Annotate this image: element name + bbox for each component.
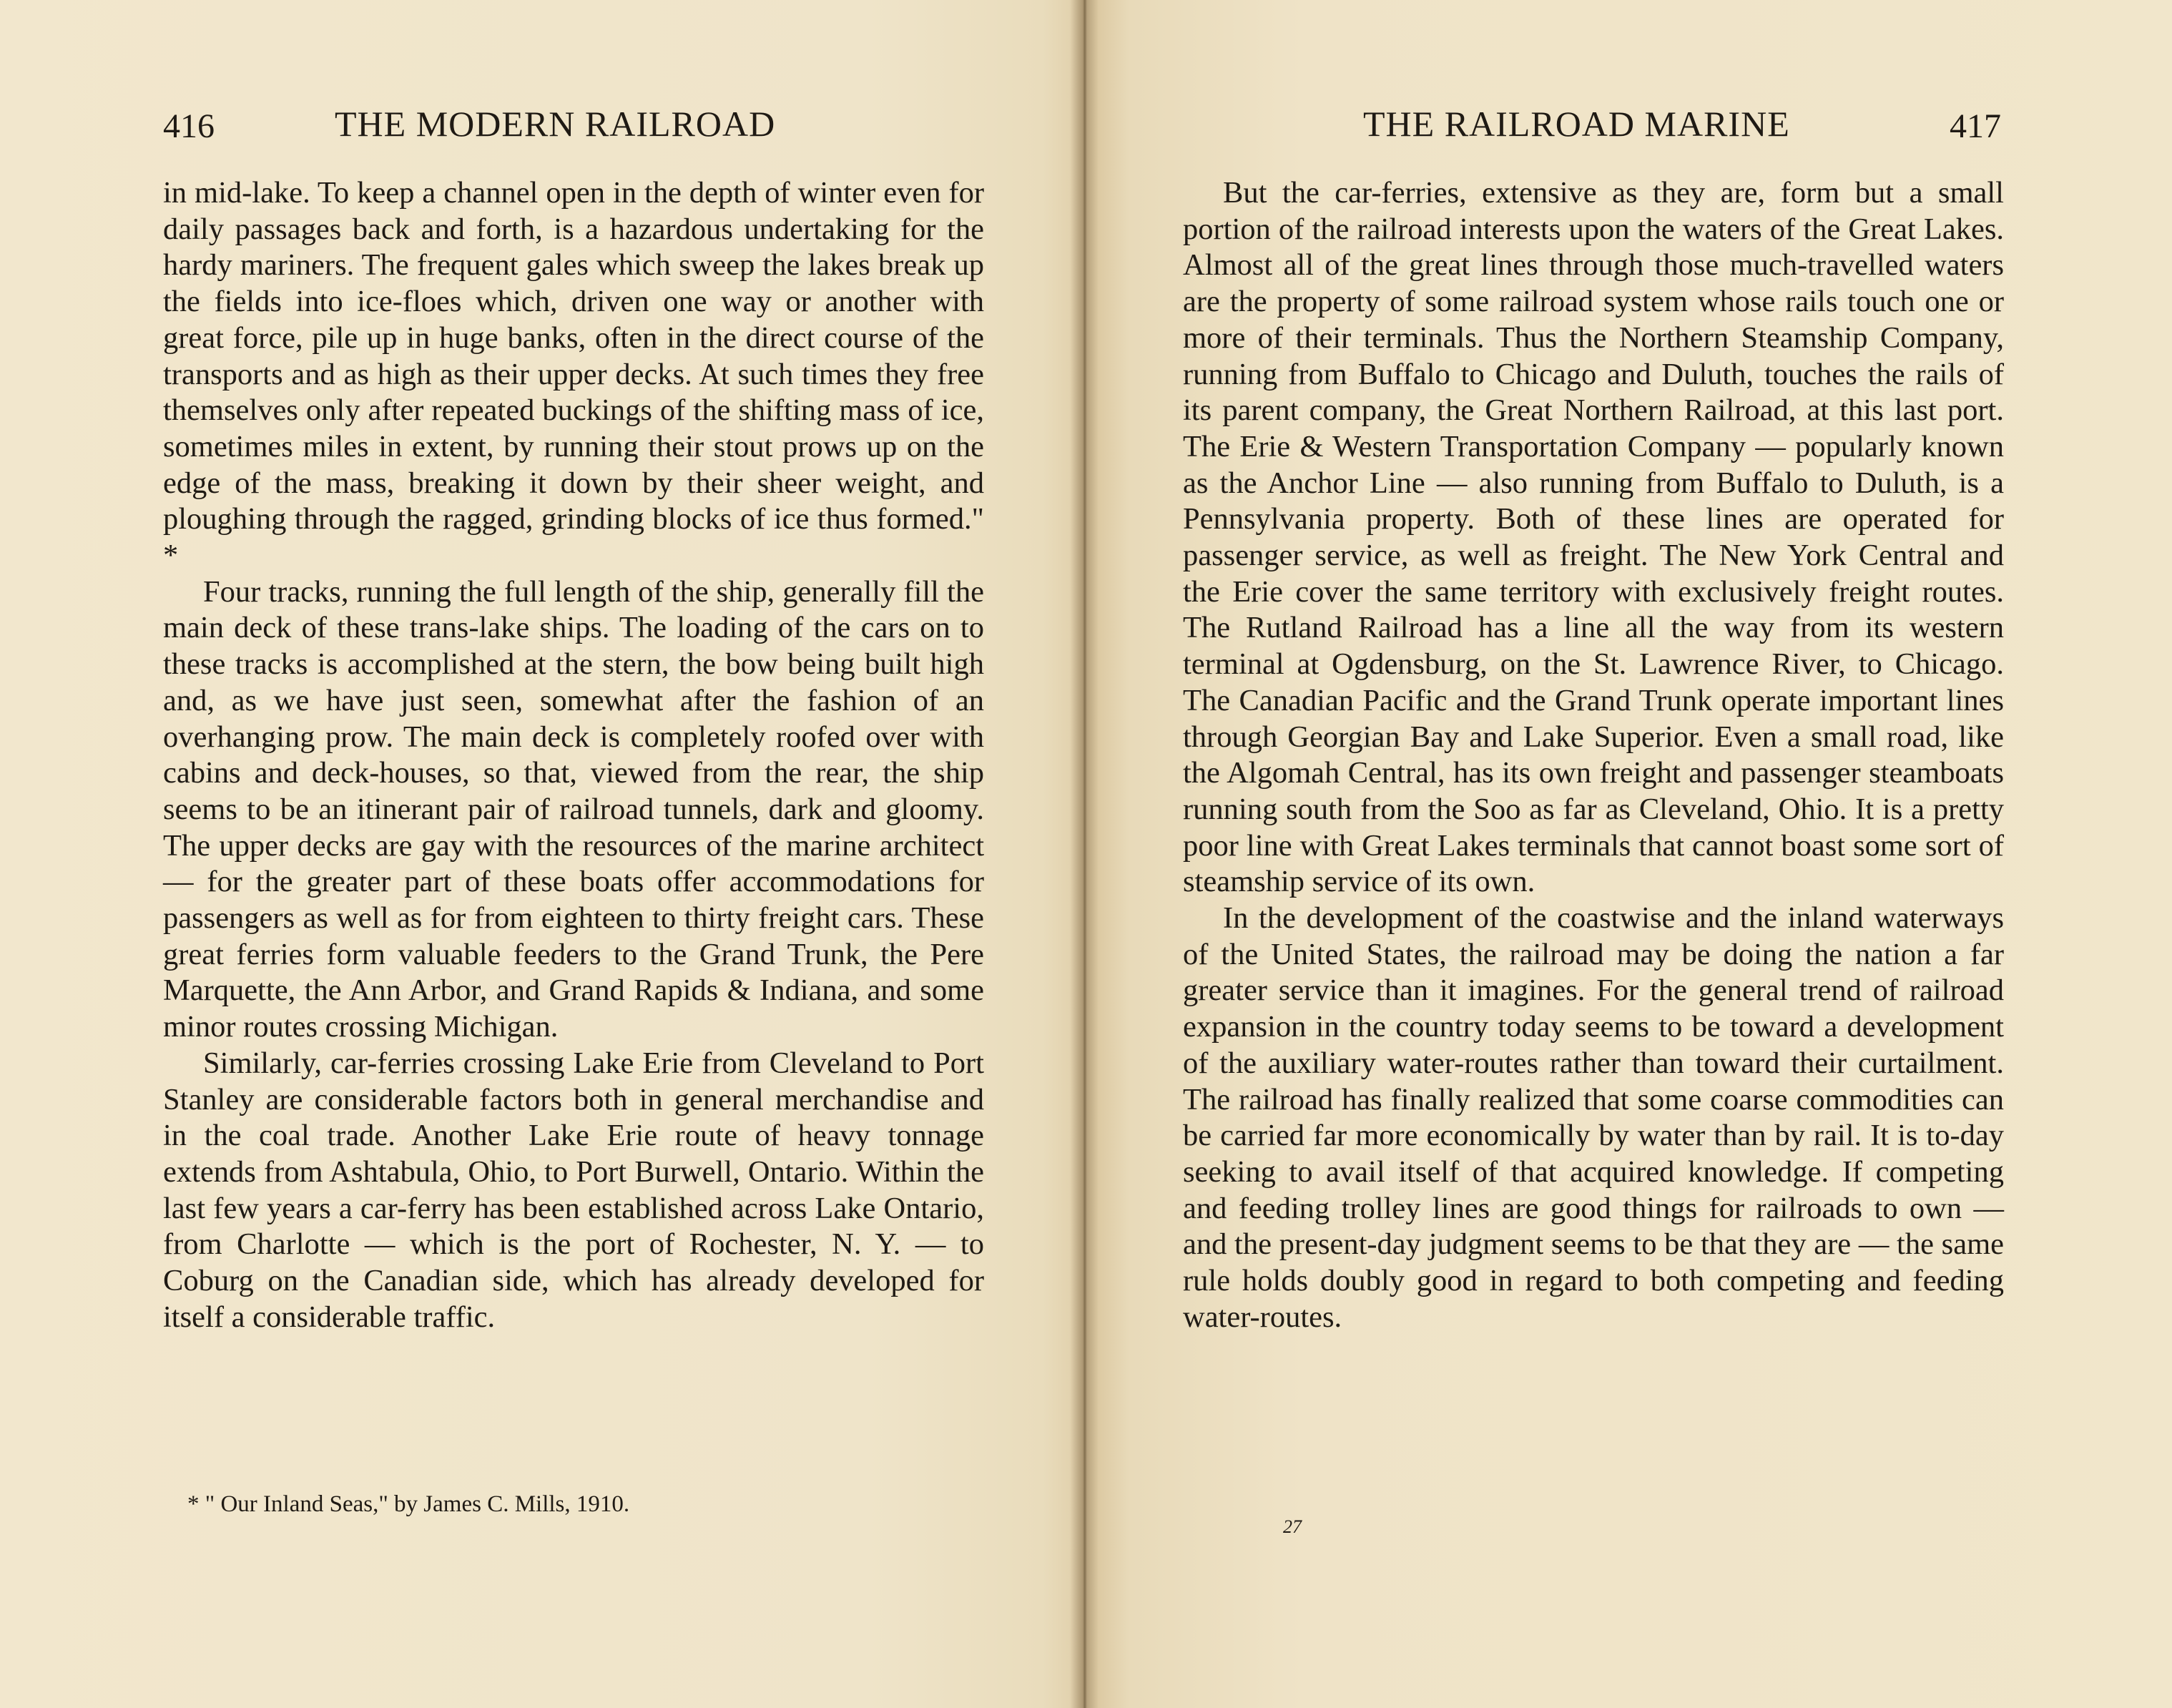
paragraph: But the car-ferries, extensive as they are, form but a small portion of the railroad interests upon the waters of the Great Lakes. Almost all of the great lines through those much-travelled waters are the property of some railroad system whose rails touch one or more of their terminals. Thus the Northern Steamship Company, running from Buffalo to Chicago and Duluth, touches the rails of its parent company, the Great Northern Railroad, at this last port. The Erie & Western Transportation Company — popularly known as the Anchor Line — also running from Buffalo to Duluth, is a Pennsylvania property. Both of these lines are operated for passenger service, as well as freight. The New York Central and the Erie cover the same territory with exclusively freight routes. The Rutland Railroad has a line all the way from its western terminal at Ogdensburg, on the St. Lawrence River, to Chicago. The Canadian Pacific and the Grand Trunk operate important lines through Georgian Bay and Lake Superior. Even a small road, like the Algomah Central, has its own freight and passenger steamboats running south from the Soo as far as Cleveland, Ohio. It is a pretty poor line with Great Lakes terminals that cannot boast some sort of steamship service of its own.	[1183, 176, 2004, 899]
right-body-text	[1183, 175, 2004, 1336]
paragraph: in mid-lake. To keep a channel open in the depth of winter even for daily passages back and forth, is a hazardous undertaking for the hardy mariners. The frequent gales which sweep the lakes break up the fields into ice-floes which, driven one way or another with great force, pile up in huge banks, often in the direct course of the transports and as high as their upper decks. At such times they free themselves only after repeated buckings of the shifting mass of ice, sometimes miles in extent, by running their stout prows up on the edge of the mass, breaking it down by their sheer weight, and ploughing through the ragged, grinding blocks of ice thus formed." *	[163, 176, 984, 573]
book-gutter	[1070, 0, 1099, 1708]
running-head-left: THE MODERN RAILROAD	[335, 104, 776, 144]
left-page	[0, 0, 1070, 1708]
right-page	[1099, 0, 2172, 1708]
paragraph: In the development of the coastwise and the inland waterways of the United States, the railroad may be doing the nation a far greater service than it imagines. For the general trend of railroad expansion in the country today seems to be toward a development of the auxiliary water-routes rather than toward their curtailment. The railroad has finally realized that some coarse commodities can be carried far more economically by water than by rail. It is to-day seeking to avail itself of that acquired knowledge. If competing and feeding trolley lines are good things for railroads to own — and the present-day judgment seems to be that they are — the same rule holds doubly good in regard to both competing and feeding water-routes.	[1183, 901, 2004, 1334]
running-head-right: THE RAILROAD MARINE	[1363, 104, 1790, 144]
paragraph: Four tracks, running the full length of the ship, generally fill the main deck of these trans-lake ships. The loading of the cars on to these tracks is accomplished at the stern, the bow being built high and, as we have just seen, somewhat after the fashion of an overhanging prow. The main deck is completely roofed over with cabins and deck-houses, so that, viewed from the rear, the ship seems to be an itinerant pair of railroad tunnels, dark and gloomy. The upper decks are gay with the resources of the marine architect — for the greater part of these boats offer accommodations for passengers as well as for from eighteen to thirty freight cars. These great ferries form valuable feeders to the Grand Trunk, the Pere Marquette, the Ann Arbor, and Grand Rapids & Indiana, and some minor routes crossing Michigan.	[163, 574, 984, 1044]
page-number-left: 416	[163, 107, 215, 145]
signature-mark: 27	[1283, 1516, 1302, 1537]
footnote: * " Our Inland Seas," by James C. Mills, 1910.	[187, 1491, 630, 1517]
left-body-text	[163, 175, 984, 1336]
paragraph: Similarly, car-ferries crossing Lake Erie from Cleveland to Port Stanley are considerable factors both in general merchandise and in the coal trade. Another Lake Erie route of heavy tonnage extends from Ashtabula, Ohio, to Port Burwell, Ontario. Within the last few years a car-ferry has been established across Lake Ontario, from Charlotte — which is the port of Rochester, N. Y. — to Coburg on the Canadian side, which has already developed for itself a considerable traffic.	[163, 1046, 984, 1334]
page-number-right: 417	[1950, 107, 2001, 145]
